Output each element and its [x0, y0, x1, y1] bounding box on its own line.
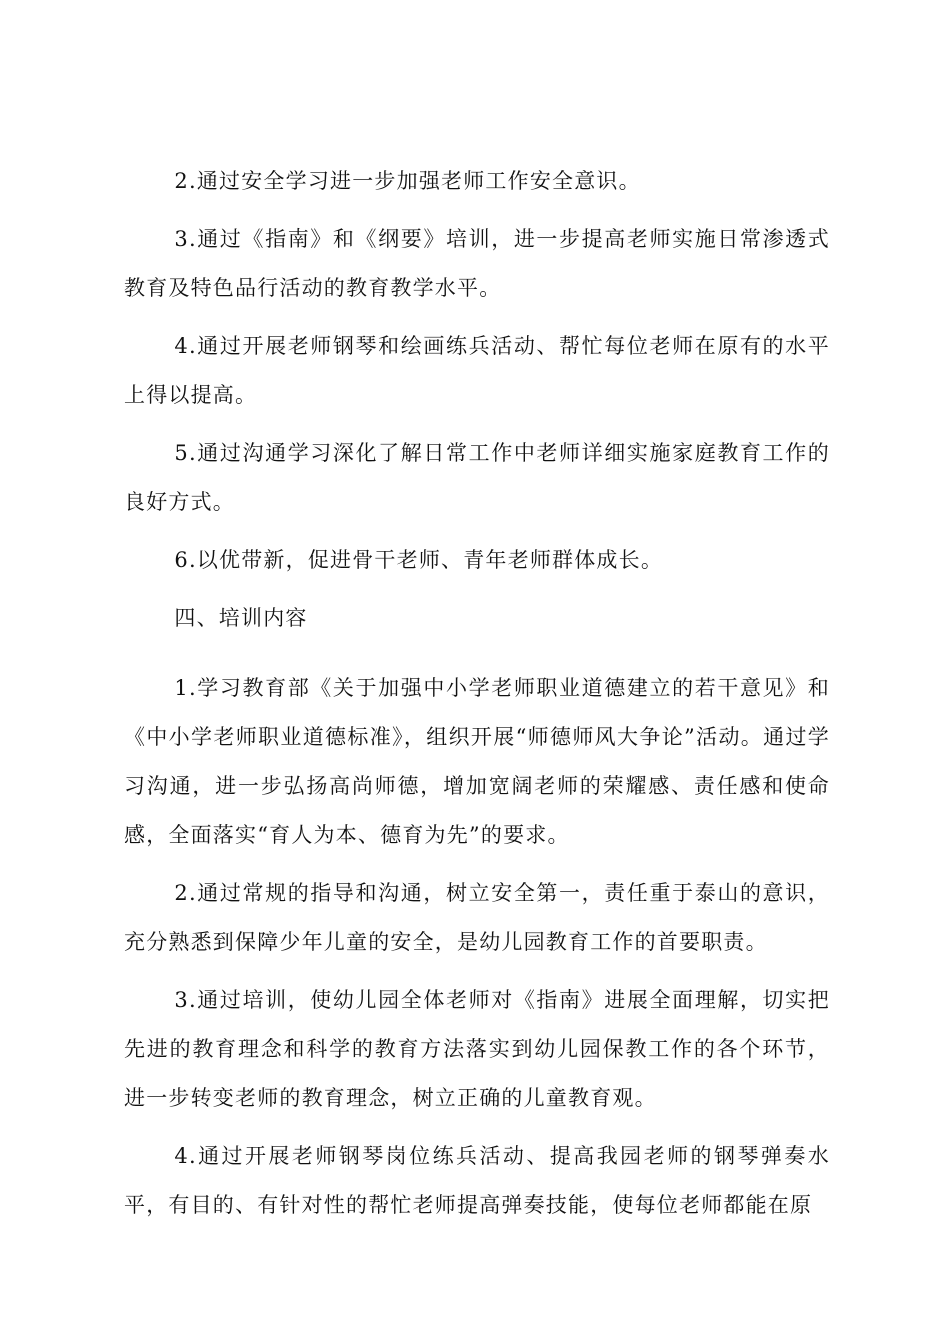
paragraph-goal-5: 5.通过沟通学习深化了解日常工作中老师详细实施家庭教育工作的良好方式。 [124, 441, 830, 514]
document-body [124, 157, 830, 1230]
paragraph-content-1: 1.学习教育部《关于加强中小学老师职业道德建立的若干意见》和《中小学老师职业道德标准》，组织开展“师德师风大争论”活动。通过学习沟通，进一步弘扬高尚师德，增加宽阔老师的荣耀感、责任感和使命感，全面落实“育人为本、德育为先”的要求。 [124, 676, 830, 847]
paragraph-goal-3: 3.通过《指南》和《纲要》培训，进一步提高老师实施日常渗透式教育及特色品行活动的教育教学水平。 [124, 227, 830, 300]
section-heading-training-content: 四、培训内容 [174, 606, 308, 630]
paragraph-content-4: 4.通过开展老师钢琴岗位练兵活动、提高我园老师的钢琴弹奏水平，有目的、有针对性的帮忙老师提高弹奏技能，使每位老师都能在原 [124, 1144, 830, 1217]
paragraph-content-3: 3.通过培训，使幼儿园全体老师对《指南》进展全面理解，切实把先进的教育理念和科学的教育方法落实到幼儿园保教工作的各个环节，进一步转变老师的教育理念，树立正确的儿童教育观。 [124, 988, 830, 1110]
paragraph-goal-4: 4.通过开展老师钢琴和绘画练兵活动、帮忙每位老师在原有的水平上得以提高。 [124, 334, 830, 407]
paragraph-content-2: 2.通过常规的指导和沟通，树立安全第一，责任重于泰山的意识，充分熟悉到保障少年儿童的安全，是幼儿园教育工作的首要职责。 [124, 881, 830, 954]
paragraph-goal-6: 6.以优带新，促进骨干老师、青年老师群体成长。 [174, 548, 664, 572]
paragraph-goal-2: 2.通过安全学习进一步加强老师工作安全意识。 [174, 169, 641, 193]
